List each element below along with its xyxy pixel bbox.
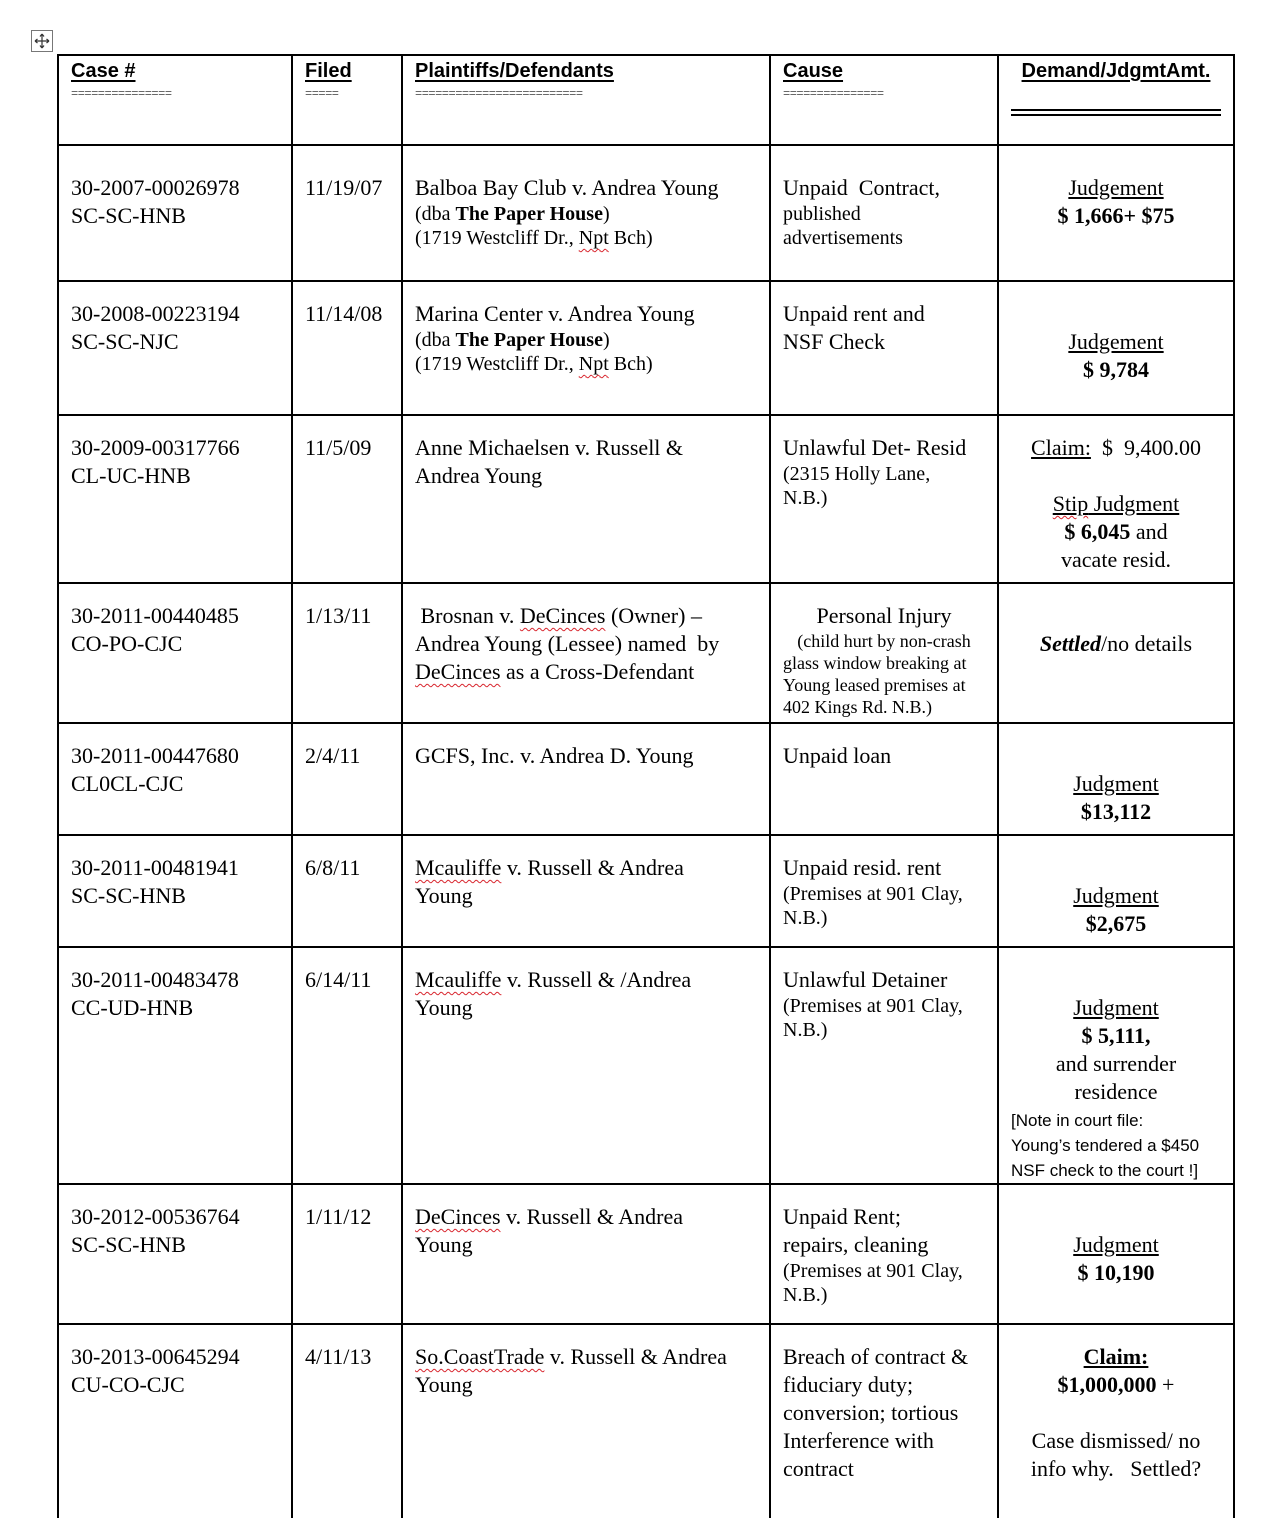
cause-cell bbox=[770, 835, 998, 947]
cause-cell bbox=[770, 415, 998, 583]
cause-text: N.B.) bbox=[783, 1284, 828, 1306]
filed-cell bbox=[292, 1184, 402, 1324]
cause-text: Unpaid Rent; bbox=[783, 1204, 901, 1229]
header-parties-rule: ========================= bbox=[415, 87, 583, 101]
spell-flagged-word: DeCinces bbox=[415, 1204, 501, 1229]
judgment-terms: residence bbox=[1074, 1079, 1158, 1104]
filed-cell bbox=[292, 415, 402, 583]
parties-part: v. Russell & /Andrea bbox=[501, 967, 692, 992]
filed-cell bbox=[292, 281, 402, 415]
filed-date: 11/19/07 bbox=[305, 175, 383, 200]
parties-address bbox=[415, 352, 757, 376]
cause-detail: (child hurt by non-crash bbox=[797, 631, 971, 651]
case-code: CO-PO-CJC bbox=[71, 631, 183, 656]
case-number-cell bbox=[58, 947, 292, 1184]
claim-amount: $ 9,400.00 bbox=[1090, 435, 1201, 460]
spell-flagged-word: Npt bbox=[578, 227, 609, 249]
table-row bbox=[58, 1184, 1234, 1324]
header-filed-cell bbox=[292, 55, 402, 145]
cause-cell bbox=[770, 281, 998, 415]
filed-date: 1/13/11 bbox=[305, 603, 372, 628]
settled-detail: /no details bbox=[1101, 631, 1193, 656]
addr-suffix: Bch) bbox=[608, 227, 653, 249]
parties-text bbox=[415, 602, 757, 630]
parties-part: as a Cross-Defendant bbox=[500, 659, 695, 684]
judgment-label: Judgment bbox=[1073, 883, 1159, 908]
dba-suffix: ) bbox=[602, 203, 610, 225]
cause-text: repairs, cleaning bbox=[783, 1232, 929, 1257]
cause-detail: 402 Kings Rd. N.B.) bbox=[783, 697, 933, 717]
judgment-amount: $ 5,111, bbox=[1081, 1023, 1151, 1048]
case-status: Case dismissed/ no bbox=[1031, 1428, 1201, 1453]
judgment-label: Judgment bbox=[1073, 995, 1159, 1020]
addr-suffix: Bch) bbox=[608, 353, 653, 375]
claim-line bbox=[1011, 434, 1221, 462]
cause-detail: glass window breaking at bbox=[783, 653, 967, 673]
table-row bbox=[58, 835, 1234, 947]
parties-text: Balboa Bay Club v. Andrea Young bbox=[415, 175, 719, 200]
cause-text: N.B.) bbox=[783, 487, 828, 509]
parties-dba bbox=[415, 202, 757, 226]
filed-date: 11/14/08 bbox=[305, 301, 383, 326]
parties-text: Anne Michaelsen v. Russell & bbox=[415, 435, 684, 460]
spell-flagged-word: DeCinces bbox=[415, 659, 501, 684]
cause-text: (Premises at 901 Clay, bbox=[783, 1260, 963, 1282]
parties-text bbox=[415, 658, 757, 686]
table-row bbox=[58, 1324, 1234, 1518]
spacer bbox=[1011, 742, 1221, 770]
filed-cell bbox=[292, 723, 402, 835]
table-row bbox=[58, 415, 1234, 583]
case-code: SC-SC-HNB bbox=[71, 203, 186, 228]
parties-cell bbox=[402, 947, 770, 1184]
parties-text: Young bbox=[415, 883, 473, 908]
case-number-cell bbox=[58, 281, 292, 415]
spell-flagged-word: Mcauliffe bbox=[415, 967, 502, 992]
spacer bbox=[1011, 300, 1221, 328]
judgment-amount: $ 10,190 bbox=[1077, 1260, 1155, 1285]
cause-text: advertisements bbox=[783, 227, 903, 249]
judgment-label: Judgement bbox=[1068, 175, 1164, 200]
cause-text: Breach of contract & bbox=[783, 1344, 969, 1369]
demand-cell bbox=[998, 145, 1234, 281]
parties-cell bbox=[402, 583, 770, 723]
case-number-cell bbox=[58, 1184, 292, 1324]
cause-cell bbox=[770, 1324, 998, 1518]
claim-amount-line bbox=[1011, 1371, 1221, 1399]
header-cause: Cause bbox=[783, 60, 844, 82]
table-row bbox=[58, 583, 1234, 723]
cause-text: Unpaid Contract, bbox=[783, 175, 941, 200]
judgment-amount: $13,112 bbox=[1080, 799, 1152, 824]
spacer bbox=[1011, 1399, 1221, 1427]
cause-text: Unpaid rent and bbox=[783, 301, 925, 326]
parties-text bbox=[415, 1343, 757, 1371]
case-number: 30-2012-00536764 bbox=[71, 1204, 240, 1229]
case-number: 30-2011-00481941 bbox=[71, 855, 239, 880]
parties-text: Andrea Young bbox=[415, 463, 543, 488]
parties-part: v. Russell & Andrea bbox=[500, 1204, 684, 1229]
spacer bbox=[1011, 854, 1221, 882]
parties-text bbox=[415, 1203, 757, 1231]
court-note-line: Young’s tendered a $450 bbox=[1011, 1136, 1200, 1155]
case-number: 30-2011-00483478 bbox=[71, 967, 239, 992]
parties-text: GCFS, Inc. v. Andrea D. Young bbox=[415, 743, 694, 768]
filed-date: 6/8/11 bbox=[305, 855, 361, 880]
spell-flagged-word: Npt bbox=[578, 353, 609, 375]
case-number: 30-2013-00645294 bbox=[71, 1344, 240, 1369]
parties-text bbox=[415, 854, 757, 882]
case-number-cell bbox=[58, 835, 292, 947]
parties-part: v. Russell & Andrea bbox=[544, 1344, 727, 1369]
dba-name: The Paper House bbox=[455, 203, 603, 225]
filed-date: 11/5/09 bbox=[305, 435, 372, 460]
header-case-rule: =============== bbox=[71, 87, 172, 101]
cause-cell bbox=[770, 145, 998, 281]
cause-text: published bbox=[783, 203, 861, 225]
case-code: SC-SC-HNB bbox=[71, 883, 186, 908]
parties-cell bbox=[402, 835, 770, 947]
table-move-handle-icon[interactable] bbox=[31, 30, 53, 52]
demand-cell bbox=[998, 947, 1234, 1184]
header-cause-rule: =============== bbox=[783, 87, 884, 101]
case-code: SC-SC-NJC bbox=[71, 329, 179, 354]
cause-cell bbox=[770, 723, 998, 835]
claim-amount: $1,000,000 bbox=[1057, 1372, 1157, 1397]
demand-cell bbox=[998, 1324, 1234, 1518]
addr-prefix: (1719 Westcliff Dr., bbox=[415, 227, 579, 249]
demand-cell bbox=[998, 583, 1234, 723]
cause-detail: Young leased premises at bbox=[783, 675, 966, 695]
judgment-amount: $2,675 bbox=[1085, 911, 1147, 936]
parties-dba bbox=[415, 328, 757, 352]
cause-text: NSF Check bbox=[783, 329, 886, 354]
header-parties: Plaintiffs/Defendants bbox=[415, 60, 614, 82]
stip-rest: Judgment bbox=[1088, 491, 1180, 516]
cause-cell bbox=[770, 947, 998, 1184]
parties-address bbox=[415, 226, 757, 250]
cause-text: conversion; tortious bbox=[783, 1400, 959, 1425]
judgment-amount-line bbox=[1011, 518, 1221, 546]
case-code: SC-SC-HNB bbox=[71, 1232, 186, 1257]
parties-part: v. Russell & Andrea bbox=[501, 855, 684, 880]
case-code: CL0CL-CJC bbox=[71, 771, 184, 796]
case-number: 30-2009-00317766 bbox=[71, 435, 240, 460]
case-number-cell bbox=[58, 583, 292, 723]
spacer bbox=[1011, 966, 1221, 994]
dba-prefix: (dba bbox=[415, 329, 456, 351]
dba-prefix: (dba bbox=[415, 203, 456, 225]
parties-cell bbox=[402, 281, 770, 415]
case-code: CL-UC-HNB bbox=[71, 463, 191, 488]
cause-text: Unpaid loan bbox=[783, 743, 892, 768]
header-cause-cell bbox=[770, 55, 998, 145]
case-status: info why. Settled? bbox=[1030, 1456, 1202, 1481]
spacer bbox=[1011, 1203, 1221, 1231]
cause-text: N.B.) bbox=[783, 1019, 828, 1041]
spell-flagged-word: Mcauliffe bbox=[415, 855, 502, 880]
stip-judgment-label bbox=[1011, 490, 1221, 518]
judgment-label: Judgment bbox=[1073, 1232, 1159, 1257]
parties-text: Andrea Young (Lessee) named by bbox=[415, 631, 720, 656]
demand-cell bbox=[998, 415, 1234, 583]
cause-text: Personal Injury bbox=[816, 603, 952, 628]
table-row bbox=[58, 723, 1234, 835]
filed-cell bbox=[292, 1324, 402, 1518]
case-number-cell bbox=[58, 145, 292, 281]
table-row bbox=[58, 947, 1234, 1184]
judgment-amount: $ 1,666+ $75 bbox=[1057, 203, 1175, 228]
spell-flagged-word: So.CoastTrade bbox=[415, 1344, 545, 1369]
spell-flagged-word: DeCinces bbox=[519, 603, 606, 628]
case-code: CC-UD-HNB bbox=[71, 995, 194, 1020]
parties-text: Young bbox=[415, 995, 473, 1020]
filed-cell bbox=[292, 583, 402, 723]
case-number: 30-2007-00026978 bbox=[71, 175, 240, 200]
dba-name: The Paper House bbox=[455, 329, 603, 351]
filed-date: 2/4/11 bbox=[305, 743, 361, 768]
parties-text: Marina Center v. Andrea Young bbox=[415, 301, 695, 326]
claim-label: Claim: bbox=[1031, 435, 1091, 460]
parties-part: Brosnan v. bbox=[415, 603, 520, 628]
claim-label: Claim: bbox=[1083, 1344, 1149, 1369]
case-number-cell bbox=[58, 415, 292, 583]
cause-cell bbox=[770, 1184, 998, 1324]
header-parties-cell bbox=[402, 55, 770, 145]
header-row bbox=[58, 55, 1234, 145]
demand-cell bbox=[998, 1184, 1234, 1324]
judgment-label: Judgement bbox=[1068, 329, 1164, 354]
header-demand-cell bbox=[998, 55, 1234, 145]
parties-cell bbox=[402, 1324, 770, 1518]
header-demand-double-rule bbox=[1011, 109, 1221, 116]
header-case: Case # bbox=[71, 60, 136, 82]
filed-cell bbox=[292, 835, 402, 947]
parties-text: Young bbox=[415, 1232, 473, 1257]
cause-text: (Premises at 901 Clay, bbox=[783, 995, 963, 1017]
cause-text: Interference with bbox=[783, 1428, 934, 1453]
case-number: 30-2008-00223194 bbox=[71, 301, 240, 326]
demand-cell bbox=[998, 723, 1234, 835]
cause-text: Unlawful Det- Resid bbox=[783, 435, 967, 460]
judgment-label: Judgment bbox=[1073, 771, 1159, 796]
filed-cell bbox=[292, 145, 402, 281]
case-table bbox=[57, 54, 1235, 1518]
case-number-cell bbox=[58, 723, 292, 835]
parties-text: Young bbox=[415, 1372, 473, 1397]
addr-prefix: (1719 Westcliff Dr., bbox=[415, 353, 579, 375]
dba-suffix: ) bbox=[602, 329, 610, 351]
judgment-amount: $ 6,045 bbox=[1064, 519, 1131, 544]
cause-cell bbox=[770, 583, 998, 723]
header-demand: Demand/JdgmtAmt. bbox=[1021, 60, 1211, 82]
header-case-cell bbox=[58, 55, 292, 145]
parties-part: (Owner) – bbox=[605, 603, 702, 628]
cause-text: contract bbox=[783, 1456, 854, 1481]
filed-cell bbox=[292, 947, 402, 1184]
claim-plus: + bbox=[1156, 1372, 1175, 1397]
case-number-cell bbox=[58, 1324, 292, 1518]
parties-text bbox=[415, 966, 757, 994]
table-row bbox=[58, 281, 1234, 415]
parties-cell bbox=[402, 145, 770, 281]
header-filed: Filed bbox=[305, 60, 352, 82]
demand-cell bbox=[998, 835, 1234, 947]
move-arrows-icon bbox=[34, 33, 50, 49]
cause-text: (2315 Holly Lane, bbox=[783, 463, 931, 485]
judgment-terms: vacate resid. bbox=[1061, 547, 1171, 572]
cause-text: N.B.) bbox=[783, 907, 828, 929]
parties-cell bbox=[402, 1184, 770, 1324]
table-row bbox=[58, 145, 1234, 281]
filed-date: 6/14/11 bbox=[305, 967, 372, 992]
parties-cell bbox=[402, 723, 770, 835]
court-note-line: [Note in court file: bbox=[1011, 1111, 1144, 1130]
cause-text: fiduciary duty; bbox=[783, 1372, 914, 1397]
filed-date: 4/11/13 bbox=[305, 1344, 372, 1369]
amount-suffix: and bbox=[1130, 519, 1168, 544]
settled-label: Settled bbox=[1039, 631, 1102, 656]
spell-flagged-word: Stip bbox=[1052, 491, 1089, 516]
cause-text: Unlawful Detainer bbox=[783, 967, 948, 992]
judgment-amount: $ 9,784 bbox=[1083, 357, 1149, 382]
spacer bbox=[1011, 462, 1221, 490]
cause-text: Unpaid resid. rent bbox=[783, 855, 942, 880]
cause-text: (Premises at 901 Clay, bbox=[783, 883, 963, 905]
parties-cell bbox=[402, 415, 770, 583]
case-number: 30-2011-00447680 bbox=[71, 743, 239, 768]
court-note bbox=[1011, 1108, 1221, 1183]
header-filed-rule: ===== bbox=[305, 87, 339, 101]
settled-line bbox=[1011, 602, 1221, 658]
demand-cell bbox=[998, 281, 1234, 415]
case-number: 30-2011-00440485 bbox=[71, 603, 239, 628]
filed-date: 1/11/12 bbox=[305, 1204, 372, 1229]
judgment-terms: and surrender bbox=[1055, 1051, 1177, 1076]
case-code: CU-CO-CJC bbox=[71, 1372, 185, 1397]
court-note-line: NSF check to the court !] bbox=[1011, 1161, 1199, 1180]
